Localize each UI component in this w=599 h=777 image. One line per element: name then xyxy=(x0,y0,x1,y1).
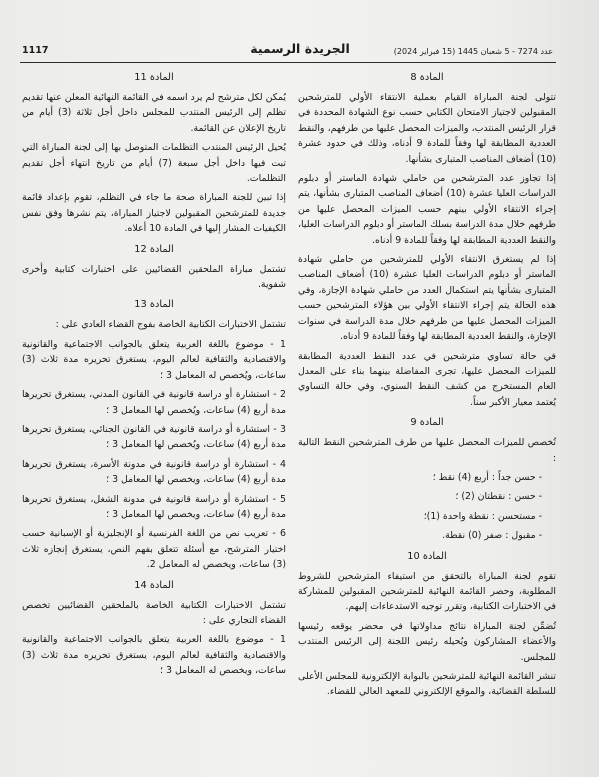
article-paragraph: إذا لم يستغرق الانتقاء الأولي للمترشحين من حاملي شهادة الماستر أو دبلوم الدراسات العليا عشرة (10) أضعاف المناصب المتبارى بشأنها يتم استكمال العدد من حاملي شهادة الإجازة، وفي هذه الحالة يتم إجراء الانتقاء الأولي بين هؤلاء المترشحين حسب الميزات المحصل عليها من طرفهم خلال مدة الدراسة في سنوات الإجازة، والنقط العددية المطابقة لها وفقاً للمادة 9 أدناه. xyxy=(298,254,556,343)
article-paragraph: تشتمل الاختبارات الكتابية الخاصة بالملحقين القضائيين تخصص القضاء التجاري على : xyxy=(22,599,286,626)
issue-info: عدد 7274 - 5 شعبان 1445 (15 فبراير 2024) xyxy=(393,47,553,56)
article-paragraph: تُضمِّن لجنة المباراة نتائج مداولاتها في محضر يوقعه رئيسها والأعضاء المشاركون ويُحيله رئيس اللجنة إلى الرئيس المنتدب للمجلس. xyxy=(298,620,556,663)
list-item: 5 - استشارة أو دراسة قانونية في مدونة الشغل، يستغرق تحريرها مدة أربع (4) ساعات، ويخصص لها المعامل 3 ؛ xyxy=(22,493,286,520)
article-paragraph: تتولى لجنة المباراة القيام بعملية الانتقاء الأولي للمترشحين المقبولين لاجتياز الامتحان الكتابي حسب نوع الشهادة المحددة في قرار الرئيس المنتدب، والميزات المحصل عليها من طرفهم، والنقط العددية المطابقة لها وفقاً للمادة 9 أدناه، وذلك في حدود عشرة (10) أضعاف المناصب المتبارى بشأنها. xyxy=(298,92,556,165)
article-paragraph: يُمكن لكل مترشح لم يرد اسمه في القائمة النهائية المعلن عنها تقديم تظلم إلى الرئيس المنتدب للمجلس داخل أجل ثلاثة (3) أيام من تاريخ الإعلان عن القائمة. xyxy=(22,92,286,134)
article-heading: المادة 14 xyxy=(134,579,174,591)
article-paragraph: يُحيل الرئيس المنتدب التظلمات المتوصل بها إلى لجنة المباراة التي تبت فيها داخل أجل سبعة (7) أيام من تاريخ انتهاء أجل تقديم التظلمات. xyxy=(22,142,286,185)
article-heading: المادة 10 xyxy=(407,550,447,562)
article-paragraph: إذا تبين للجنة المباراة صحة ما جاء في التظلم، تقوم بإعداد قائمة جديدة للمترشحين المقبولين لاجتياز المباراة، يتم نشرها وفق نفس الكيفيات المشار إليها في المادة 10 أعلاه. xyxy=(22,192,286,235)
article-heading: المادة 11 xyxy=(134,72,174,83)
article-paragraph: تُخصص للميزات المحصل عليها من طرف المترشحين النقط التالية : xyxy=(298,437,556,464)
article-paragraph: تنشر القائمة النهائية للمترشحين بالبوابة الإلكترونية للمجلس الأعلى للسلطة القضائية، والموقع الإلكتروني للمعهد العالي للقضاء. xyxy=(298,671,556,698)
article-paragraph: إذا تجاوز عدد المترشحين من حاملي شهادة الماستر أو دبلوم الدراسات العليا عشرة (10) أضعاف المناصب المتبارى بشأنها، يتم إجراء الانتقاء الأولي بينهم حسب الميزات المحصل عليها من طرفهم خلال مدة الدراسة بسلك الماستر أو دبلوم الدراسات العليا، والنقط العددية المطابقة لها وفقاً للمادة 9 أدناه. xyxy=(298,173,556,246)
article-11 xyxy=(22,70,286,237)
article-8 xyxy=(298,70,556,410)
list-item: 3 - استشارة أو دراسة قانونية في القانون الجنائي، يستغرق تحريرها مدة أربع (4) ساعات، ويُخصص لها المعامل 3 ؛ xyxy=(22,423,286,451)
article-14 xyxy=(22,578,286,679)
left-column xyxy=(22,70,286,683)
list-item: - مقبول : صفر (0) نقطة. xyxy=(442,530,542,542)
article-paragraph: في حالة تساوي مترشحين في عدد النقط العددية المطابقة للميزات المحصل عليها، تجرى المفاضلة بينهما بناء على المعدل العام المستخرج من كشف النقط السنوي، وفي حالة التساوي يُعتمد معيار الأكبر سناً. xyxy=(298,350,556,408)
article-heading: المادة 12 xyxy=(134,243,174,255)
article-paragraph: تقوم لجنة المباراة بالتحقق من استيفاء المترشحين للشروط المطلوبة، وحصر القائمة النهائية للمترشحين المقبولين للمشاركة في الاختبارات الكتابية، وتقرر توجيه الاستدعاءات إليهم. xyxy=(298,570,556,613)
article-9 xyxy=(298,415,556,543)
journal-title: الجريدة الرسمية xyxy=(250,41,350,56)
article-heading: المادة 9 xyxy=(410,417,444,429)
list-item: - حسن جداً : أربع (4) نقط ؛ xyxy=(432,471,542,483)
article-10 xyxy=(298,549,556,700)
article-12 xyxy=(22,242,286,293)
list-item: 1 - موضوع باللغة العربية يتعلق بالجوانب الاجتماعية والقانونية والاقتصادية والثقافية لعالم اليوم، يستغرق تحريره مدة ثلاث (3) ساعات، ويخصص له المعامل 3 ؛ xyxy=(22,634,286,677)
article-heading: المادة 13 xyxy=(134,299,174,311)
list-item: 4 - استشارة أو دراسة قانونية في مدونة الأسرة، يستغرق تحريرها مدة أربع (4) ساعات، ويخصص لها المعامل 3 ؛ xyxy=(22,458,286,486)
right-column xyxy=(298,70,556,704)
list-item: 6 - تعريب نص من اللغة الفرنسية أو الإنجليزية أو الإسبانية حسب اختيار المترشح، مع أسئلة تتعلق بفهم النص، يستغرق إنجازه ثلاث (3) ساعات، ويخصص له المعامل 2. xyxy=(22,528,286,571)
article-heading: المادة 8 xyxy=(410,72,444,83)
article-paragraph: تشتمل الاختبارات الكتابية الخاصة بفوج القضاء العادي على : xyxy=(55,319,286,331)
page-number: 1117 xyxy=(22,45,49,56)
list-item: - مستحسن : نقطة واحدة (1)؛ xyxy=(423,510,542,522)
list-item: - حسن : نقطتان (2) ؛ xyxy=(455,491,542,503)
article-paragraph: تشتمل مباراة الملحقين القضائيين على اختبارات كتابية وأخرى شفوية. xyxy=(22,263,286,291)
article-13 xyxy=(22,297,286,572)
list-item: 1 - موضوع باللغة العربية يتعلق بالجوانب الاجتماعية والقانونية والاقتصادية والثقافية لعالم اليوم، يستغرق تحريره مدة ثلاث (3) ساعات، ويُخصص له المعامل 3 ؛ xyxy=(22,338,286,381)
list-item: 2 - استشارة أو دراسة قانونية في القانون المدني، يستغرق تحريرها مدة أربع (4) ساعات، ويُخصص لها المعامل 3 ؛ xyxy=(22,389,286,416)
header-rule xyxy=(20,62,556,63)
